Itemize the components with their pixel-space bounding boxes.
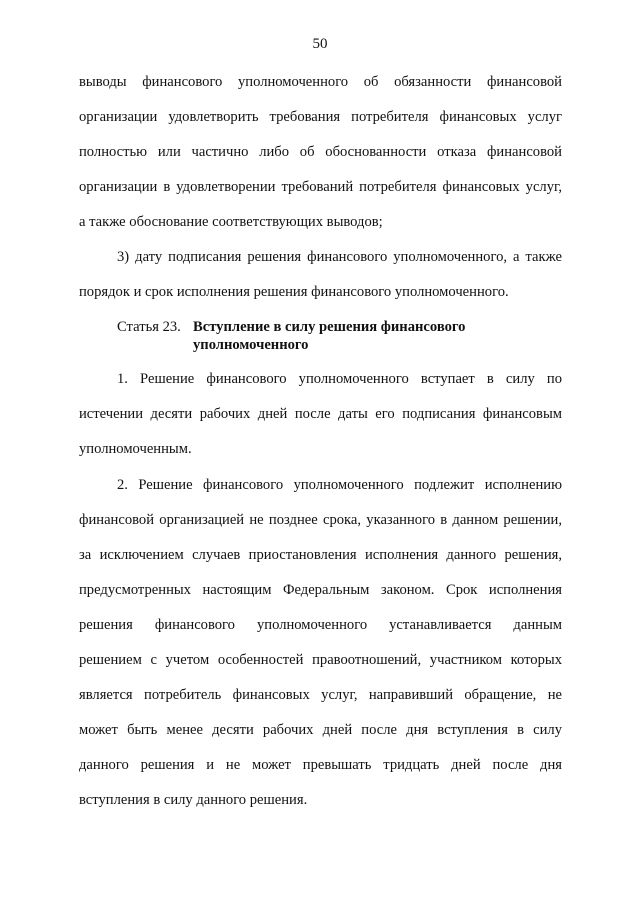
body-line: является потребитель финансовых услуг, направивший обращение, не [79, 687, 562, 703]
body-line: предусмотренных настоящим Федеральным законом. Срок исполнения [79, 582, 562, 598]
body-line: полностью или частично либо об обоснованности отказа финансовой [79, 144, 562, 160]
paragraph-2-line: 2. Решение финансового уполномоченного подлежит исполнению [117, 477, 562, 493]
body-line: данного решения и не может превышать тридцать дней после дня [79, 757, 562, 773]
list-item-3: 3) дату подписания решения финансового уполномоченного, а также [117, 249, 562, 265]
body-line: решения финансового уполномоченного устанавливается данным [79, 617, 562, 633]
body-line: может быть менее десяти рабочих дней после дня вступления в силу [79, 722, 562, 738]
body-line: уполномоченным. [79, 441, 192, 457]
body-line: выводы финансового уполномоченного об обязанности финансовой [79, 74, 562, 90]
body-line: организации в удовлетворении требований потребителя финансовых услуг, [79, 179, 562, 195]
article-title: Вступление в силу решения финансового [193, 319, 466, 335]
body-line: вступления в силу данного решения. [79, 792, 308, 808]
article-label: Статья 23. [117, 319, 181, 335]
body-line: финансовой организацией не позднее срока, указанного в данном решении, [79, 512, 562, 528]
page-number: 50 [312, 36, 328, 52]
body-line: истечении десяти рабочих дней после даты его подписания финансовым [79, 406, 562, 422]
body-line: за исключением случаев приостановления исполнения данного решения, [79, 547, 562, 563]
article-title: уполномоченного [193, 337, 309, 353]
body-line: решением с учетом особенностей правоотношений, участником которых [79, 652, 562, 668]
body-line: организации удовлетворить требования потребителя финансовых услуг [79, 109, 562, 125]
body-line: а также обоснование соответствующих выводов; [79, 214, 383, 230]
body-line: порядок и срок исполнения решения финансового уполномоченного. [79, 284, 509, 300]
paragraph-1-line: 1. Решение финансового уполномоченного вступает в силу по [117, 371, 562, 387]
